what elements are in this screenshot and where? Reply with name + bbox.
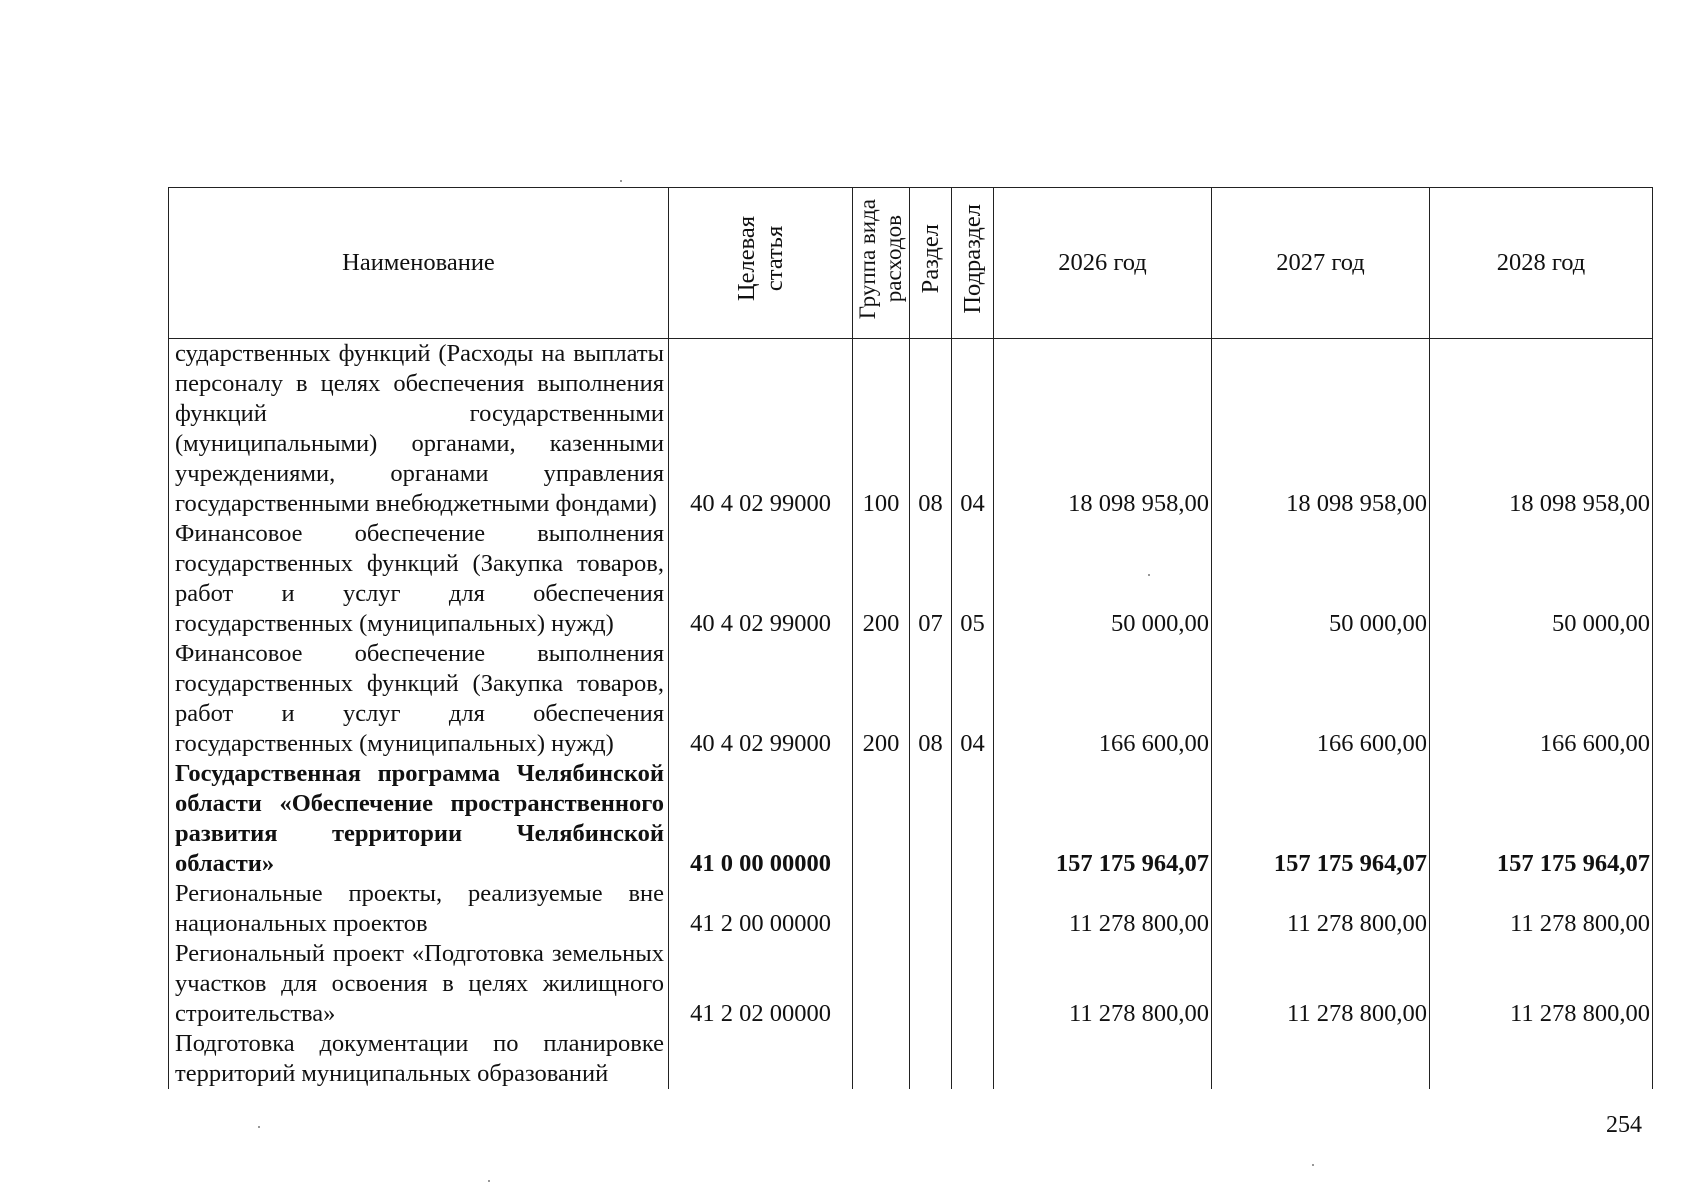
budget-table-container — [168, 187, 1652, 1090]
scan-speck — [488, 1180, 490, 1182]
row-amount-2027: 166 600,00 — [1212, 639, 1430, 759]
row-amount-2026 — [994, 1029, 1212, 1089]
row-amount-2027: 18 098 958,00 — [1212, 339, 1430, 520]
row-subsection: 05 — [952, 519, 994, 639]
row-section: 07 — [910, 519, 952, 639]
row-name: Подготовка документации по планировке территорий муниципальных образований — [169, 1029, 669, 1089]
page-number: 254 — [1606, 1112, 1642, 1138]
row-name: Финансовое обеспечение выполнения государственных функций (Закупка товаров, работ и услуг для обеспечения государственных (муниципальных) нужд) — [169, 639, 669, 759]
row-target-code: 40 4 02 99000 — [669, 639, 853, 759]
row-name: Финансовое обеспечение выполнения государственных функций (Закупка товаров, работ и услуг для обеспечения государственных (муниципальных) нужд) — [169, 519, 669, 639]
row-subsection: 04 — [952, 639, 994, 759]
row-amount-2026: 50 000,00 — [994, 519, 1212, 639]
header-2027: 2027 год — [1212, 188, 1430, 339]
scan-speck — [1148, 574, 1150, 576]
table-row — [169, 639, 1653, 759]
table-row — [169, 339, 1653, 520]
scan-speck — [1312, 1164, 1314, 1166]
row-amount-2028: 166 600,00 — [1430, 639, 1653, 759]
row-amount-2028: 11 278 800,00 — [1430, 879, 1653, 939]
row-subsection — [952, 759, 994, 879]
table-header-row — [169, 188, 1653, 339]
row-name: Государственная программа Челябинской области «Обеспечение пространственного развития территории Челябинской области» — [169, 759, 669, 879]
row-amount-2028: 18 098 958,00 — [1430, 339, 1653, 520]
row-expense-group: 200 — [853, 639, 910, 759]
row-expense-group: 200 — [853, 519, 910, 639]
row-expense-group — [853, 939, 910, 1029]
scan-speck — [620, 180, 622, 182]
row-amount-2026: 157 175 964,07 — [994, 759, 1212, 879]
row-target-code — [669, 1029, 853, 1089]
row-subsection — [952, 879, 994, 939]
table-row-program — [169, 759, 1653, 879]
row-amount-2028: 157 175 964,07 — [1430, 759, 1653, 879]
scan-speck — [258, 1126, 260, 1128]
row-section — [910, 939, 952, 1029]
row-name: Региональный проект «Подготовка земельных участков для освоения в целях жилищного строительства» — [169, 939, 669, 1029]
row-target-code: 41 2 02 00000 — [669, 939, 853, 1029]
row-target-code: 41 2 00 00000 — [669, 879, 853, 939]
row-amount-2026: 166 600,00 — [994, 639, 1212, 759]
row-expense-group: 100 — [853, 339, 910, 520]
row-amount-2027: 157 175 964,07 — [1212, 759, 1430, 879]
row-amount-2027 — [1212, 1029, 1430, 1089]
row-section: 08 — [910, 639, 952, 759]
row-section: 08 — [910, 339, 952, 520]
row-amount-2026: 11 278 800,00 — [994, 879, 1212, 939]
header-2028: 2028 год — [1430, 188, 1653, 339]
header-target-article: Целевая статья — [669, 188, 853, 339]
row-section — [910, 1029, 952, 1089]
budget-table — [168, 187, 1653, 1089]
row-expense-group — [853, 879, 910, 939]
table-row — [169, 939, 1653, 1029]
row-subsection: 04 — [952, 339, 994, 520]
row-amount-2027: 11 278 800,00 — [1212, 879, 1430, 939]
row-amount-2026: 18 098 958,00 — [994, 339, 1212, 520]
table-row — [169, 879, 1653, 939]
row-amount-2028 — [1430, 1029, 1653, 1089]
row-target-code: 40 4 02 99000 — [669, 339, 853, 520]
row-target-code: 40 4 02 99000 — [669, 519, 853, 639]
row-subsection — [952, 939, 994, 1029]
table-row — [169, 519, 1653, 639]
row-expense-group — [853, 1029, 910, 1089]
row-expense-group — [853, 759, 910, 879]
row-amount-2027: 11 278 800,00 — [1212, 939, 1430, 1029]
row-name: сударственных функций (Расходы на выплаты персоналу в целях обеспечения выполнения функций государственными (муниципальными) органами, казенными учреждениями, органами управления государственными внебюджетными фондами) — [169, 339, 669, 520]
header-2026: 2026 год — [994, 188, 1212, 339]
row-amount-2028: 50 000,00 — [1430, 519, 1653, 639]
row-name: Региональные проекты, реализуемые вне национальных проектов — [169, 879, 669, 939]
row-amount-2027: 50 000,00 — [1212, 519, 1430, 639]
row-target-code: 41 0 00 00000 — [669, 759, 853, 879]
row-amount-2026: 11 278 800,00 — [994, 939, 1212, 1029]
header-section: Раздел — [910, 188, 952, 339]
row-subsection — [952, 1029, 994, 1089]
table-row — [169, 1029, 1653, 1089]
header-expense-group: Группа вида расходов — [853, 188, 910, 339]
row-section — [910, 879, 952, 939]
header-name: Наименование — [169, 188, 669, 339]
row-amount-2028: 11 278 800,00 — [1430, 939, 1653, 1029]
header-subsection: Подраздел — [952, 188, 994, 339]
row-section — [910, 759, 952, 879]
